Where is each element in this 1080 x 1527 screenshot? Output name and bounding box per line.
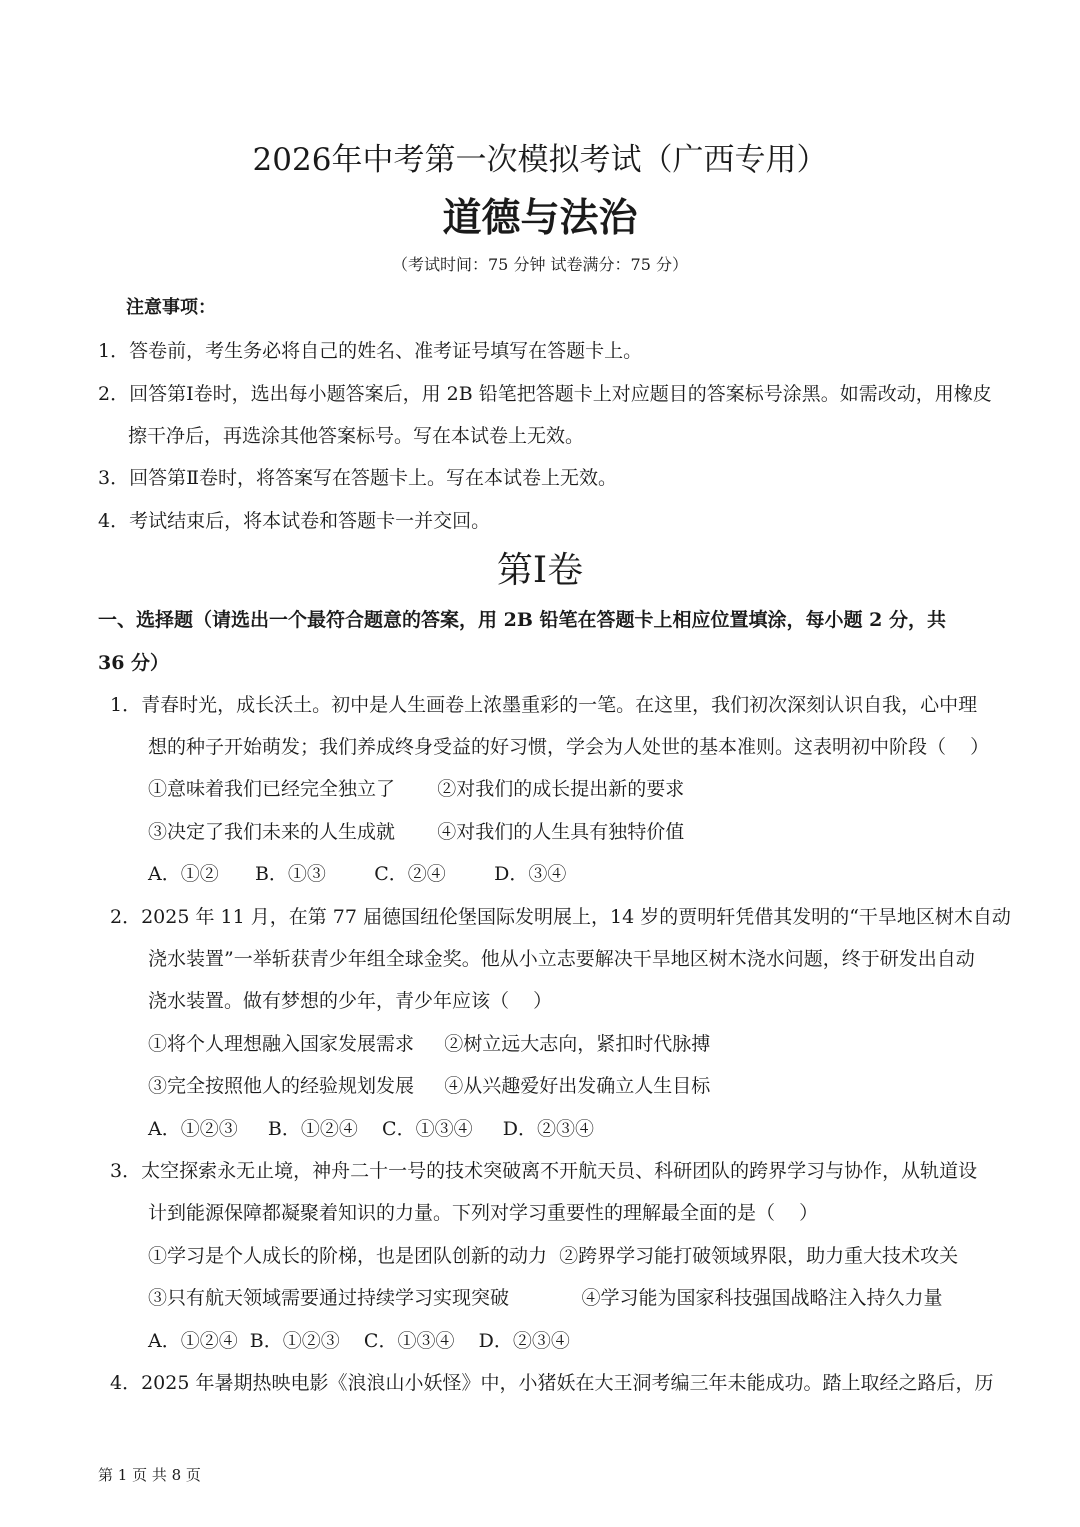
question-stem: 4．2025 年暑期热映电影《浪浪山小妖怪》中，小猪妖在大王洞考编三年未能成功。踏上取经之路后，历 bbox=[110, 1372, 994, 1394]
question-stem: 2．2025 年 11 月，在第 77 届德国纽伦堡国际发明展上，14 岁的贾明轩凭借其发明的“干旱地区树木自动 bbox=[110, 906, 1011, 928]
section-heading: 一、选择题（请选出一个最符合题意的答案，用 2B 铅笔在答题卡上相应位置填涂，每小题 2 分，共 bbox=[98, 609, 946, 631]
section-heading-continued: 36 分） bbox=[98, 652, 170, 674]
question-options: A．①② B．①③ C．②④ D．③④ bbox=[148, 863, 567, 885]
exam-title: 2026年中考第一次模拟考试（广西专用） bbox=[252, 142, 828, 178]
question-stem: 想的种子开始萌发；我们养成终身受益的好习惯，学会为人处世的基本准则。这表明初中阶段（ ） bbox=[148, 736, 990, 758]
part-title: 第Ⅰ卷 bbox=[496, 550, 584, 591]
note-item: 3．回答第Ⅱ卷时，将答案写在答题卡上。写在本试卷上无效。 bbox=[98, 467, 618, 489]
subject-title: 道德与法治 bbox=[442, 195, 638, 241]
question-options: A．①②④ B．①②③ C．①③④ D．②③④ bbox=[148, 1330, 570, 1352]
question-item: ①学习是个人成长的阶梯，也是团队创新的动力 ②跨界学习能打破领域界限，助力重大技术攻关 bbox=[148, 1245, 959, 1267]
question-item: ③决定了我们未来的人生成就 ④对我们的人生具有独特价值 bbox=[148, 821, 685, 843]
note-item: 2．回答第Ⅰ卷时，选出每小题答案后，用 2B 铅笔把答题卡上对应题目的答案标号涂黑。如需改动，用橡皮 bbox=[98, 383, 992, 405]
question-item: ③只有航天领域需要通过持续学习实现突破 ④学习能为国家科技强国战略注入持久力量 bbox=[148, 1287, 943, 1309]
question-stem: 浇水装置。做有梦想的少年，青少年应该（ ） bbox=[148, 990, 553, 1012]
question-stem: 计到能源保障都凝聚着知识的力量。下列对学习重要性的理解最全面的是（ ） bbox=[148, 1202, 819, 1224]
question-item: ③完全按照他人的经验规划发展 ④从兴趣爱好出发确立人生目标 bbox=[148, 1075, 711, 1097]
notes-heading: 注意事项： bbox=[126, 297, 216, 318]
note-item-continued: 擦干净后，再选涂其他答案标号。写在本试卷上无效。 bbox=[128, 425, 585, 447]
question-item: ①将个人理想融入国家发展需求 ②树立远大志向，紧扣时代脉搏 bbox=[148, 1033, 711, 1055]
question-item: ①意味着我们已经完全独立了 ②对我们的成长提出新的要求 bbox=[148, 778, 685, 800]
note-item: 4．考试结束后，将本试卷和答题卡一并交回。 bbox=[98, 510, 491, 532]
question-stem: 浇水装置”一举斩获青少年组全球金奖。他从小立志要解决干旱地区树木浇水问题，终于研发出自动 bbox=[148, 948, 975, 970]
question-stem: 3．太空探索永无止境，神舟二十一号的技术突破离不开航天员、科研团队的跨界学习与协作，从轨道设 bbox=[110, 1160, 978, 1182]
page-number: 第 1 页 共 8 页 bbox=[98, 1466, 201, 1484]
question-stem: 1．青春时光，成长沃土。初中是人生画卷上浓墨重彩的一笔。在这里，我们初次深刻认识自我，心中理 bbox=[110, 694, 978, 716]
question-options: A．①②③ B．①②④ C．①③④ D．②③④ bbox=[148, 1118, 595, 1140]
exam-info: （考试时间：75 分钟 试卷满分：75 分） bbox=[392, 255, 688, 274]
note-item: 1．答卷前，考生务必将自己的姓名、准考证号填写在答题卡上。 bbox=[98, 340, 643, 362]
